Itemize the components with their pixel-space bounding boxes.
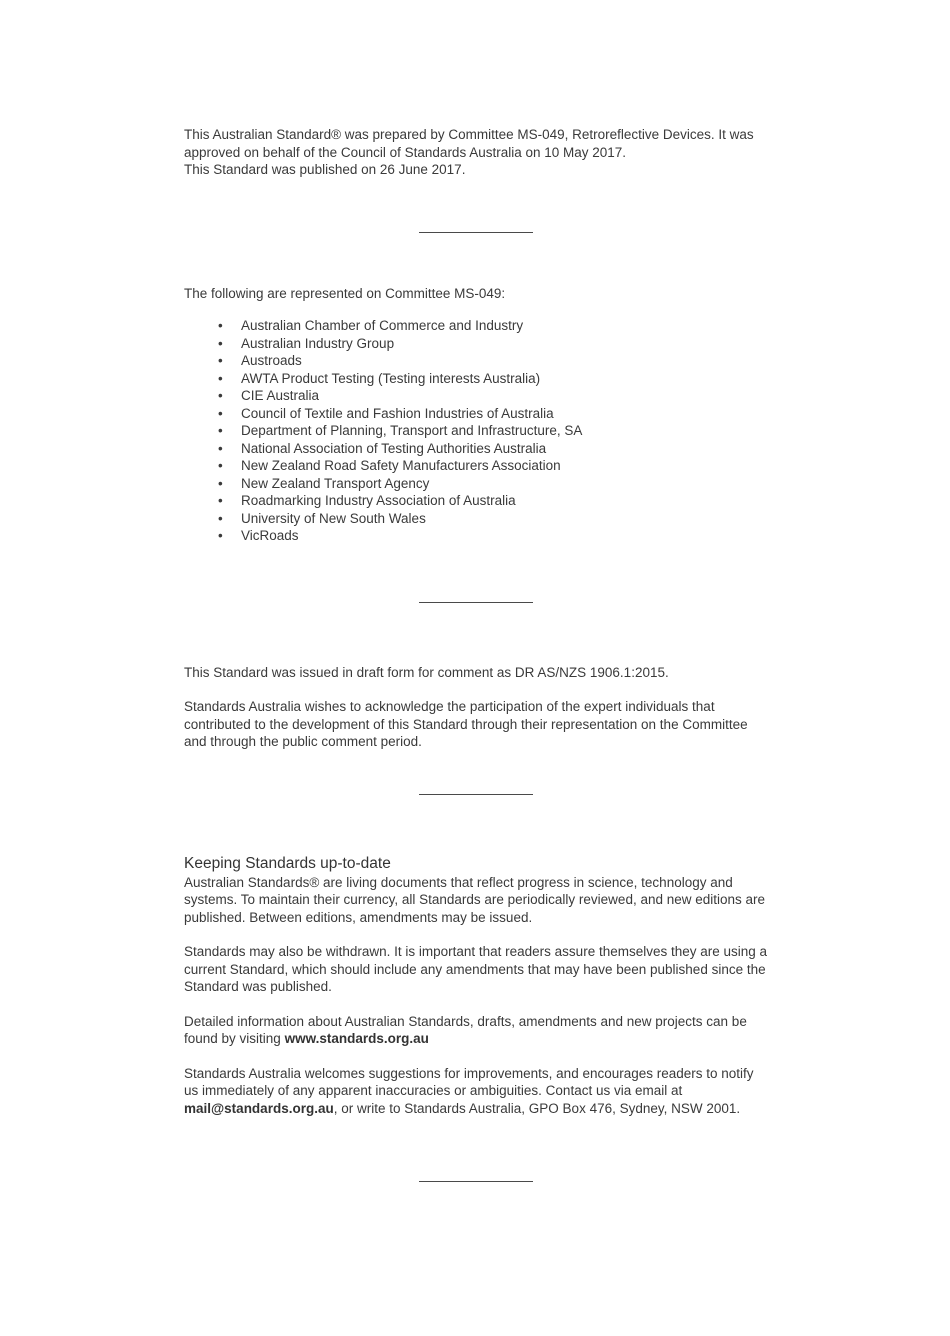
list-item [218, 370, 768, 388]
list-item-label: New Zealand Transport Agency [241, 475, 430, 491]
bullet-icon: • [218, 353, 223, 368]
info-text: Detailed information about Australian Standards, drafts, amendments and new projects can be found by visiting [184, 1013, 747, 1046]
email-link[interactable]: mail@standards.org.au [184, 1100, 334, 1116]
website-link[interactable]: www.standards.org.au [284, 1031, 429, 1046]
list-item [218, 352, 768, 370]
section-divider [419, 232, 533, 233]
prepared-text: This Australian Standard® was prepared by Committee MS-049, Retroreflective Devices. It was approved on behalf of the Council of Standards Australia on 10 May 2017. [184, 127, 754, 160]
list-item [218, 510, 768, 528]
suggestions-text: Standards Australia welcomes suggestions for improvements, and encourages readers to notify us immediately of any apparent inaccuracies or ambiguities. Contact us via email at [184, 1065, 754, 1098]
list-item [218, 387, 768, 405]
list-item [218, 457, 768, 475]
list-item-label: New Zealand Road Safety Manufacturers Association [241, 458, 561, 473]
list-item-label: National Association of Testing Authorities Australia [241, 440, 547, 456]
acknowledgement-paragraph: Standards Australia wishes to acknowledge the participation of the expert individuals that contributed to the development of this Standard through their representation on the Committee and through the public comment period. [184, 699, 748, 749]
list-item [218, 440, 768, 458]
list-item-label: Council of Textile and Fashion Industries of Australia [241, 405, 554, 421]
bullet-icon: • [218, 405, 223, 421]
list-item [218, 527, 768, 545]
bullet-icon: • [218, 423, 223, 438]
bullet-icon: • [218, 475, 223, 491]
suggestions-text-2: , or write to Standards Australia, GPO Box 476, Sydney, NSW 2001. [333, 1100, 741, 1116]
bullet-icon: • [218, 388, 223, 403]
list-item-label: Australian Chamber of Commerce and Industry [241, 318, 524, 333]
bullet-icon: • [218, 493, 223, 508]
list-item [218, 405, 768, 423]
bullet-icon: • [218, 458, 223, 473]
info-paragraph [184, 1013, 768, 1048]
list-item [218, 317, 768, 335]
bullet-icon: • [218, 510, 223, 526]
list-item-label: Roadmarking Industry Association of Australia [241, 493, 516, 508]
currency-paragraph: Australian Standards® are living documents that reflect progress in science, technology and systems. To maintain their currency, all Standards are periodically reviewed, and new editions are published. Between editions, amendments may be issued. [184, 874, 766, 925]
list-item [218, 475, 768, 493]
draft-comment-paragraph: This Standard was issued in draft form for comment as DR AS/NZS 1906.1:2015. [184, 664, 669, 680]
publication-line: This Standard was published on 26 June 2017. [184, 162, 466, 177]
list-item-label: AWTA Product Testing (Testing interests Australia) [241, 370, 541, 386]
bullet-icon: • [218, 318, 223, 333]
committee-list [218, 317, 768, 545]
page-content [184, 0, 768, 1182]
list-item [218, 335, 768, 353]
bullet-icon: • [218, 335, 223, 351]
section-divider [419, 794, 533, 795]
list-item-label: University of New South Wales [241, 510, 426, 526]
list-item-label: Austroads [241, 353, 302, 368]
committee-intro: The following are represented on Committee MS-049: [184, 285, 506, 301]
withdrawal-paragraph: Standards may also be withdrawn. It is important that readers assure themselves they are using a current Standard, which should include any amendments that may have been published since the Standard was published. [184, 944, 768, 994]
list-item [218, 492, 768, 510]
section-divider [419, 1181, 533, 1182]
keeping-standards-heading: Keeping Standards up-to-date [184, 854, 391, 872]
list-item [218, 422, 768, 440]
list-item-label: VicRoads [241, 528, 299, 543]
section-divider [419, 602, 533, 603]
bullet-icon: • [218, 370, 223, 386]
list-item-label: Department of Planning, Transport and Infrastructure, SA [241, 423, 583, 438]
preparation-paragraph [184, 126, 768, 179]
bullet-icon: • [218, 528, 223, 543]
list-item-label: Australian Industry Group [241, 335, 395, 351]
suggestions-paragraph [184, 1065, 768, 1118]
list-item-label: CIE Australia [241, 388, 320, 403]
bullet-icon: • [218, 440, 223, 456]
